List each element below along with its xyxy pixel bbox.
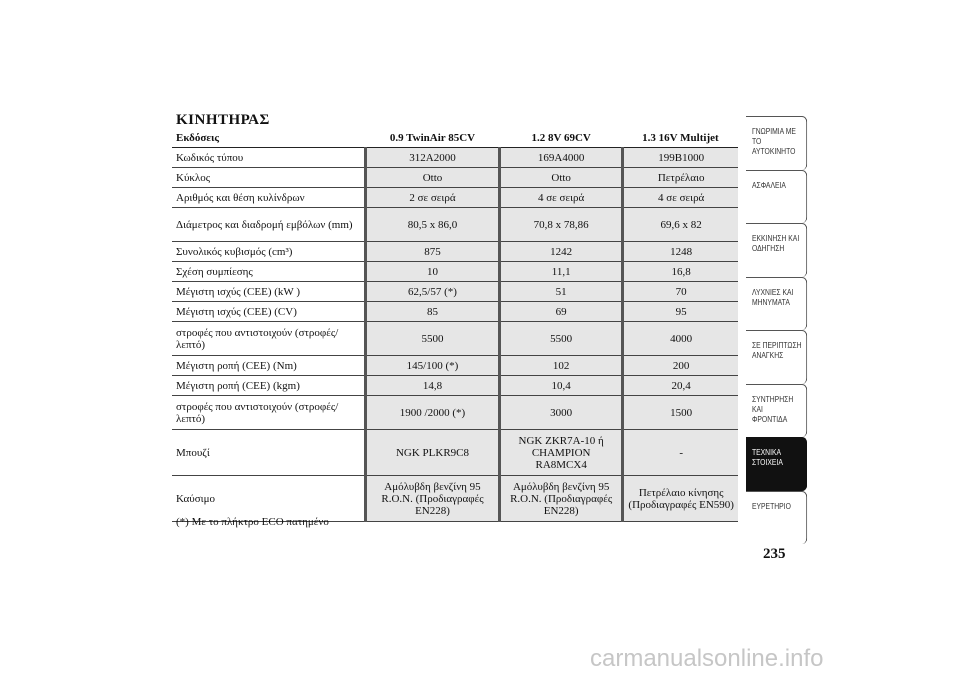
row-value: 70,8 x 78,86 [499, 208, 622, 242]
tab-label-line1: ΣΥΝΤΗΡΗΣΗ ΚΑΙ [751, 394, 794, 414]
row-value: 10,4 [499, 376, 622, 396]
row-value: Αμόλυβδη βενζίνη 95 R.O.N. (Προδιαγραφές EN228) [499, 476, 622, 522]
page-title: ΚΙΝΗΤΗΡΑΣ [176, 112, 270, 128]
row-label: στροφές που αντιστοιχούν (στροφές/ λεπτό) [172, 322, 366, 356]
footnote: (*) Με το πλήκτρο ECO πατημένο [176, 516, 329, 528]
tab-label-line2: ΜΗΝΥΜΑΤΑ [751, 297, 790, 307]
row-value: 95 [623, 302, 738, 322]
row-value: 1900 /2000 (*) [366, 396, 500, 430]
table-row [172, 302, 738, 322]
row-value: 875 [366, 242, 500, 262]
chapter-tab[interactable] [746, 384, 807, 438]
row-label: Μέγιστη ισχύς (CEE) (CV) [172, 302, 366, 322]
table-row [172, 242, 738, 262]
row-value: 20,4 [623, 376, 738, 396]
row-value: 199B1000 [623, 148, 738, 168]
row-value: 69,6 x 82 [623, 208, 738, 242]
tab-label-line2: ΦΡΟΝΤΙΔΑ [751, 414, 788, 424]
row-value: 145/100 (*) [366, 356, 500, 376]
row-label: Κωδικός τύπου [172, 148, 366, 168]
table-row [172, 262, 738, 282]
table-row [172, 188, 738, 208]
row-value: 10 [366, 262, 500, 282]
row-value: 4 σε σειρά [499, 188, 622, 208]
row-label: Μέγιστη ροπή (CEE) (Nm) [172, 356, 366, 376]
tab-label-line1: ΑΣΦΑΛΕΙΑ [751, 180, 786, 190]
row-value: 102 [499, 356, 622, 376]
row-value: 5500 [366, 322, 500, 356]
tab-label-line1: ΕΚΚΙΝΗΣΗ ΚΑΙ [751, 234, 800, 243]
tab-label-line2: ΟΔΗΓΗΣΗ [751, 244, 785, 253]
row-value: - [623, 430, 738, 476]
watermark: carmanualsonline.info [590, 645, 824, 672]
chapter-tab[interactable] [746, 491, 807, 545]
row-value: 5500 [499, 322, 622, 356]
tab-label-line1: ΓΝΩΡΙΜΙΑ ΜΕ ΤΟ [751, 127, 796, 146]
row-value: 11,1 [499, 262, 622, 282]
row-value: 85 [366, 302, 500, 322]
chapter-tab[interactable] [746, 116, 807, 170]
row-value: 14,8 [366, 376, 500, 396]
table-row [172, 376, 738, 396]
tab-label-line2: ΑΝΑΓΚΗΣ [751, 351, 784, 360]
row-label: στροφές που αντιστοιχούν (στροφές/ λεπτό) [172, 396, 366, 430]
table-row [172, 208, 738, 242]
row-value: 2 σε σειρά [366, 188, 500, 208]
table-row [172, 282, 738, 302]
chapter-tab[interactable] [746, 223, 807, 277]
table-row [172, 430, 738, 476]
row-value: Αμόλυβδη βενζίνη 95 R.O.N. (Προδιαγραφές EN228) [366, 476, 500, 522]
chapter-tab[interactable] [746, 170, 807, 224]
row-value: 51 [499, 282, 622, 302]
table-row [172, 148, 738, 168]
row-value: 4 σε σειρά [623, 188, 738, 208]
engine-spec-table [172, 128, 738, 522]
tab-label-line1: ΕΥΡΕΤΗΡΙΟ [751, 501, 791, 511]
chapter-tab[interactable] [746, 330, 807, 384]
chapter-tab[interactable] [746, 277, 807, 331]
row-value: 4000 [623, 322, 738, 356]
row-value: 200 [623, 356, 738, 376]
table-header-row [172, 128, 738, 148]
header-twinair: 0.9 TwinAir 85CV [366, 128, 500, 148]
row-label: Μέγιστη ροπή (CEE) (kgm) [172, 376, 366, 396]
row-value: 1242 [499, 242, 622, 262]
table-row [172, 322, 738, 356]
row-value: 3000 [499, 396, 622, 430]
row-label: Διάμετρος και διαδρομή εμβόλων (mm) [172, 208, 366, 242]
table-row [172, 476, 738, 522]
header-multijet: 1.3 16V Multijet [623, 128, 738, 148]
row-value: 312A2000 [366, 148, 500, 168]
row-label: Συνολικός κυβισμός (cm³) [172, 242, 366, 262]
table-row [172, 396, 738, 430]
row-value: 62,5/57 (*) [366, 282, 500, 302]
row-label: Μέγιστη ισχύς (CEE) (kW ) [172, 282, 366, 302]
row-value: Πετρέλαιο [623, 168, 738, 188]
row-value: Otto [499, 168, 622, 188]
tab-label-line1: ΣΕ ΠΕΡΙΠΤΩΣΗ [751, 341, 802, 350]
tab-label-line1: ΤΕΧΝΙΚΑ [751, 448, 782, 457]
tab-label-line2: ΑΥΤΟΚΙΝΗΤΟ [751, 147, 796, 156]
row-value: NGK ZKR7A-10 ή CHAMPION RA8MCX4 [499, 430, 622, 476]
tab-label-line2: ΣΤΟΙΧΕΙΑ [751, 458, 783, 467]
row-value: Otto [366, 168, 500, 188]
row-label: Καύσιμο [172, 476, 366, 522]
row-value: Πετρέλαιο κίνησης (Προδιαγραφές EN590) [623, 476, 738, 522]
chapter-tabs [746, 116, 818, 544]
tab-label-line1: ΛΥΧΝΙΕΣ ΚΑΙ [751, 287, 794, 297]
row-value: 69 [499, 302, 622, 322]
table-row [172, 356, 738, 376]
row-value: 70 [623, 282, 738, 302]
chapter-tab[interactable] [746, 437, 807, 491]
row-value: 169A4000 [499, 148, 622, 168]
page-number: 235 [763, 546, 786, 562]
row-value: 80,5 x 86,0 [366, 208, 500, 242]
row-value: NGK PLKR9C8 [366, 430, 500, 476]
header-versions: Εκδόσεις [172, 128, 366, 148]
header-8v: 1.2 8V 69CV [499, 128, 622, 148]
table-row [172, 168, 738, 188]
row-value: 1500 [623, 396, 738, 430]
row-label: Αριθμός και θέση κυλίνδρων [172, 188, 366, 208]
row-label: Κύκλος [172, 168, 366, 188]
row-value: 1248 [623, 242, 738, 262]
row-label: Μπουζί [172, 430, 366, 476]
row-value: 16,8 [623, 262, 738, 282]
row-label: Σχέση συμπίεσης [172, 262, 366, 282]
